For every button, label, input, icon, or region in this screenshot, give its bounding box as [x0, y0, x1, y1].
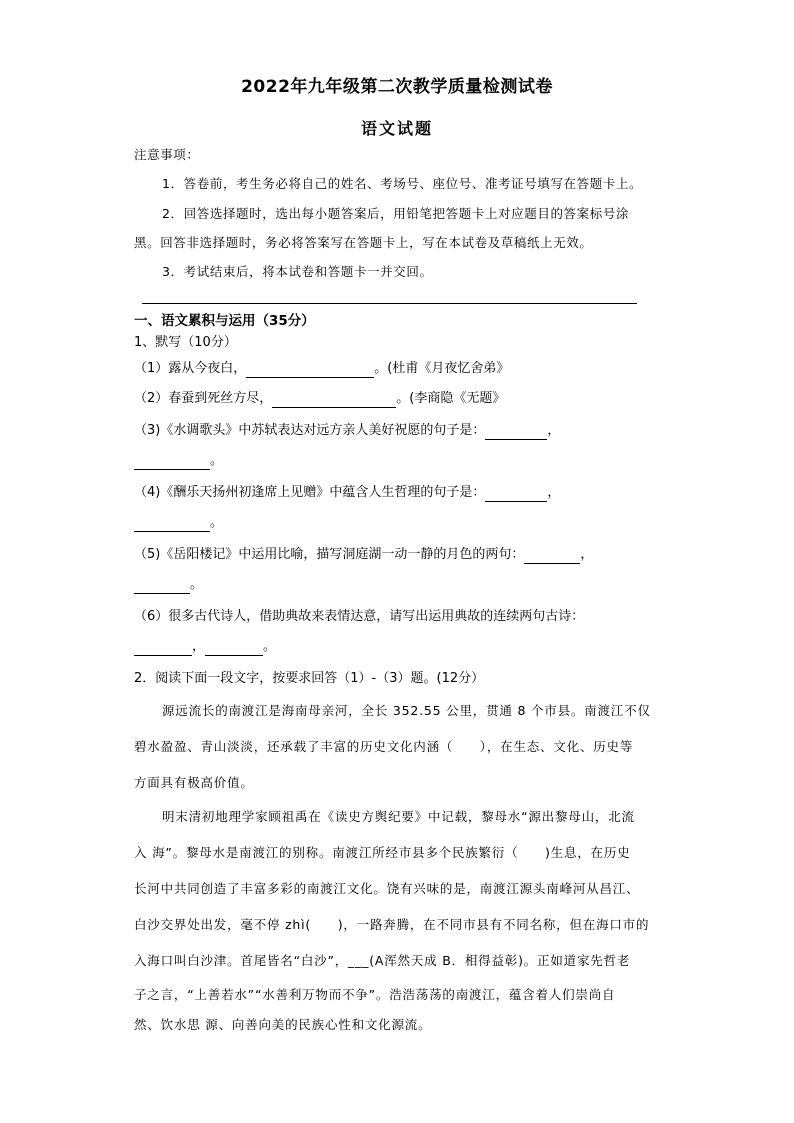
period: 。 — [210, 453, 224, 468]
notice-item: 黑。回答非选择题时，务必将答案写在答题卡上，写在本试卷及草稿纸上无效。 — [134, 235, 593, 250]
notice-heading: 注意事项： — [134, 147, 200, 162]
answer-blank[interactable] — [524, 549, 580, 564]
notice-item: 3．考试结束后，将本试卷和答题卡一并交回。 — [162, 264, 433, 279]
comma: ， — [547, 423, 561, 438]
passage-line: 长河中共同创造了丰富多彩的南渡江文化。饶有兴味的是，南渡江源头南峰河从昌江、 — [134, 881, 640, 896]
question-text: （5)《岳阳楼记》中运用比喻，描写洞庭湖一动一静的月色的两句： — [134, 547, 525, 562]
divider — [142, 303, 637, 304]
passage-line: 源远流长的南渡江是海南母亲河，全长 352.55 公里，贯通 8 个市县。南渡江不仅 — [162, 703, 651, 718]
question-text: （6）很多古代诗人，借助典故来表情达意，请写出运用典故的连续两句古诗： — [134, 609, 585, 624]
passage-line: 然、饮水思 源、向善向美的民族心性和文化源流。 — [134, 1017, 432, 1032]
answer-blank[interactable] — [485, 487, 547, 502]
comma: ， — [192, 639, 206, 654]
answer-blank[interactable] — [272, 393, 396, 408]
notice-item: 1．答卷前，考生务必将自己的姓名、考场号、座位号、准考证号填写在答题卡上。 — [162, 176, 643, 191]
exam-subtitle: 语文试题 — [360, 119, 433, 138]
notice-item: 2．回答选择题时，选出每小题答案后，用铅笔把答题卡上对应题目的答案标号涂 — [162, 206, 630, 221]
question-heading: 1、默写（10分） — [134, 335, 237, 350]
question-item — [134, 452, 223, 470]
question-item — [134, 422, 560, 440]
comma: ， — [547, 485, 561, 500]
passage-line: 子之言，“上善若水”“水善利万物而不争”。浩浩荡荡的南渡江，蕴含着人们崇尚自 — [134, 987, 616, 1002]
passage-line: 入 海”。黎母水是南渡江的别称。南渡江所经市县多个民族繁衍（ )生息，在历史 — [134, 845, 631, 860]
question-item — [134, 638, 276, 656]
passage-line: 方面具有极高价值。 — [134, 775, 254, 790]
question-heading: 2．阅读下面一段文字，按要求回答（1）-（3）题。(12分） — [134, 671, 485, 686]
answer-blank[interactable] — [134, 641, 192, 656]
answer-blank[interactable] — [485, 425, 547, 440]
answer-blank[interactable] — [205, 641, 263, 656]
question-item — [134, 484, 560, 502]
answer-blank[interactable] — [134, 517, 210, 532]
period: 。 — [210, 515, 224, 530]
period: 。 — [190, 577, 204, 592]
passage-line: 明末清初地理学家顾祖禹在《读史方舆纪要》中记载，黎母水“源出黎母山，北流 — [162, 809, 635, 824]
period: 。 — [263, 639, 277, 654]
question-item — [134, 576, 203, 594]
passage-line: 碧水盈盈、青山淡淡，还承载了丰富的历史文化内涵（ ），在生态、文化、历史等 — [134, 739, 634, 754]
section-heading: 一、语文累积与运用（35分） — [134, 313, 315, 329]
answer-blank[interactable] — [134, 579, 190, 594]
question-item — [134, 546, 593, 564]
question-text: （1）露从今夜白， — [134, 361, 247, 376]
question-text: （2）春蚕到死丝方尽， — [134, 391, 273, 406]
passage-line: 入海口叫白沙津。首尾皆名“白沙”，___(A浑然天成 B．相得益彰)。正如道家先哲老 — [134, 953, 631, 968]
passage-line: 白沙交界处出发，毫不停 zhì( )，一路奔腾，在不同市县有不同名称，但在海口市的 — [134, 917, 650, 932]
answer-blank[interactable] — [246, 363, 374, 378]
question-item — [134, 390, 505, 408]
question-text: 。(杜甫《月夜忆舍弟》 — [374, 361, 510, 376]
question-item — [134, 360, 509, 378]
question-item — [134, 514, 223, 532]
exam-title: 2022年九年级第二次教学质量检测试卷 — [241, 77, 553, 97]
question-text: （4)《酬乐天扬州初逢席上见赠》中蕴含人生哲理的句子是： — [134, 485, 486, 500]
question-text: （3)《水调歌头》中苏轼表达对远方亲人美好祝愿的句子是： — [134, 423, 486, 438]
question-text: 。(李商隐《无题》 — [396, 391, 506, 406]
answer-blank[interactable] — [134, 455, 210, 470]
question-item — [134, 608, 584, 626]
comma: ， — [580, 547, 594, 562]
